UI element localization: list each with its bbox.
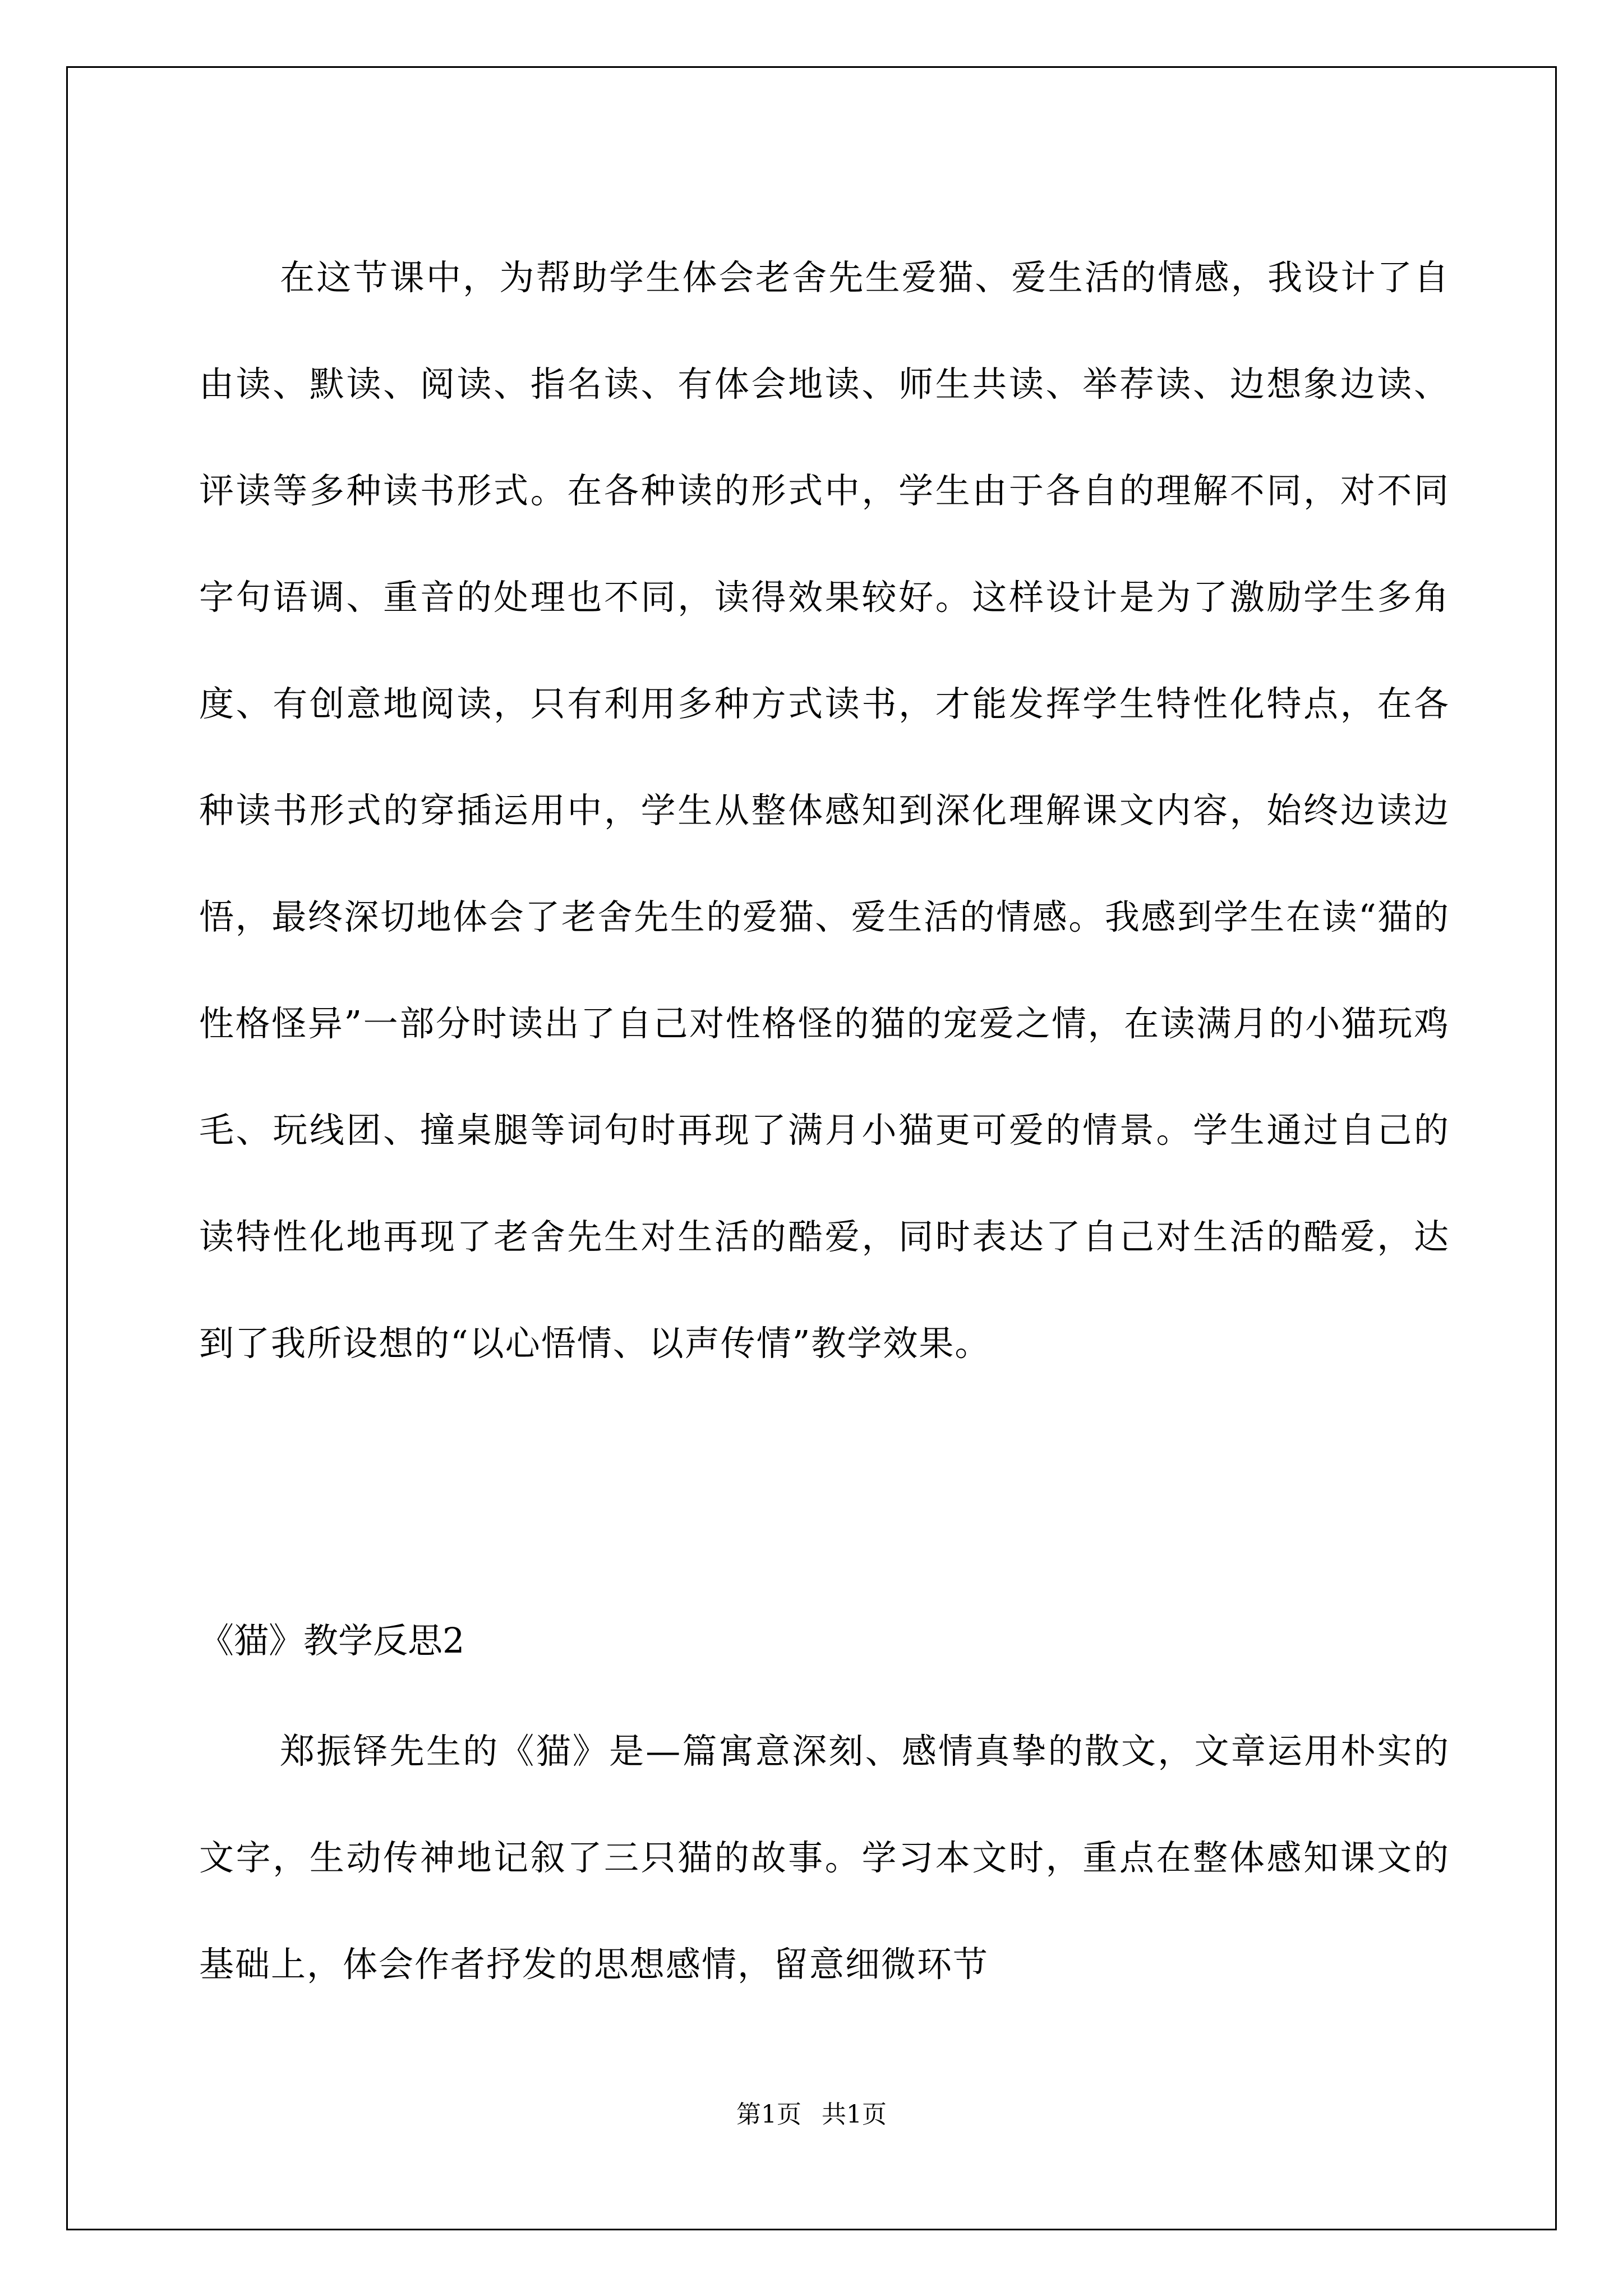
- paragraph-1: 在这节课中，为帮助学生体会老舍先生爱猫、爱生活的情感，我设计了自由读、默读、阅读、指名读、有体会地读、师生共读、举荐读、边想象边读、评读等多种读书形式。在各种读的形式中，学生由于各自的理解不同，对不同字句语调、重音的处理也不同，读得效果较好。这样设计是为了激励学生多角度、有创意地阅读，只有利用多种方式读书，才能发挥学生特性化特点，在各种读书形式的穿插运用中，学生从整体感知到深化理解课文内容，始终边读边悟，最终深切地体会了老舍先生的爱猫、爱生活的情感。我感到学生在读“猫的性格怪异”一部分时读出了自己对性格怪的猫的宠爱之情，在读满月的小猫玩鸡毛、玩线团、撞桌腿等词句时再现了满月小猫更可爱的情景。学生通过自己的读特性化地再现了老舍先生对生活的酷爱，同时表达了自己对生活的酷爱，达到了我所设想的“以心悟情、以声传情”教学效果。: [199, 257, 1450, 1364]
- paragraph-2: 郑振铎先生的《猫》是—篇寓意深刻、感情真挚的散文，文章运用朴实的文字，生动传神地记叙了三只猫的故事。学习本文时，重点在整体感知课文的基础上，体会作者抒发的思想感情，留意细微环节: [199, 1731, 1450, 1985]
- page-number: 第1页: [736, 2100, 801, 2129]
- page-footer: [0, 2098, 1623, 2132]
- section-heading: 《猫》教学反思2: [199, 1620, 465, 1661]
- page-total: 共1页: [822, 2100, 887, 2129]
